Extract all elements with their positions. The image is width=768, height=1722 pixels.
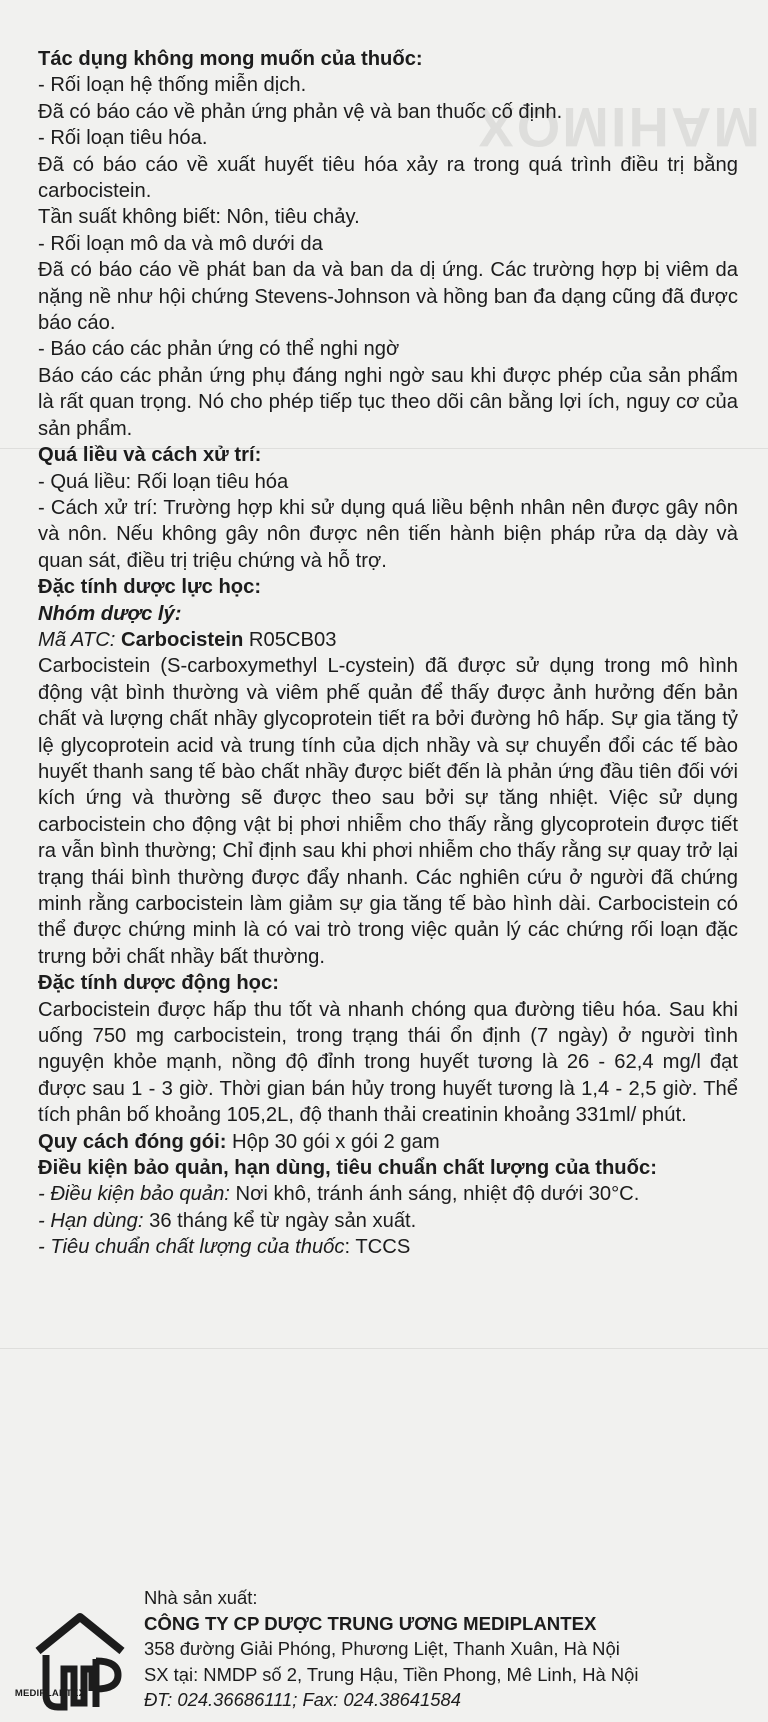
atc-code: R05CB03	[243, 628, 337, 651]
side-effects-line: Đã có báo cáo về phát ban da và ban da dị ứng. Các trường hợp bị viêm da nặng nề như hội chứng Stevens-Johnson và hồng ban đa dạng cũng đã được báo cáo.	[38, 259, 738, 335]
side-effects-line: - Báo cáo các phản ứng có thể nghi ngờ	[38, 338, 400, 361]
leaflet-document	[38, 46, 738, 1261]
storage-heading: Điều kiện bảo quản, hạn dùng, tiêu chuẩn chất lượng của thuốc:	[38, 1157, 657, 1180]
side-effects-heading: Tác dụng không mong muốn của thuốc:	[38, 48, 423, 70]
packaging-value: Hộp 30 gói x gói 2 gam	[226, 1130, 440, 1153]
quality-standard-line	[38, 1234, 738, 1260]
side-effects-line: Đã có báo cáo về phản ứng phản vệ và ban thuốc cố định.	[38, 100, 563, 123]
logo-caption: MEDIPLANTEX	[14, 1688, 86, 1699]
side-effects-line: - Rối loạn tiêu hóa.	[38, 127, 208, 150]
side-effects-line: Tần suất không biết: Nôn, tiêu chảy.	[38, 206, 360, 229]
pharmacokinetics-heading: Đặc tính dược động học:	[38, 972, 279, 995]
pharmacodynamics-body: Carbocistein (S-carboxymethyl L-cystein) đã được sử dụng trong mô hình động vật bình thường và viêm phế quản để thấy được ảnh hưởng đến bản chất và lượng chất nhầy glycoprotein tiết ra bởi đường hô hấp. Sự gia tăng tỷ lệ glycoprotein acid và trung tính của dịch nhầy và sự chuyển đổi các tế bào huyết thanh sang tế bào chất nhầy được biết đến là phản ứng đầu tiên đối với kích ứng và thường sẽ được theo sau bởi sự tăng nhiệt. Việc sử dụng carbocistein cho động vật bị phơi nhiễm cho thấy rằng glycoprotein được tiết ra vẫn bình thường; Chỉ định sau khi phơi nhiễm cho thấy rằng sự quay trở lại trạng thái bình thường được đẩy nhanh. Các nghiên cứu ở người đã chứng minh rằng carbocistein làm giảm sự gia tăng tế bào hình dài. Carbocistein có thể được chứng minh là có vai trò trong việc quản lý các chứng rối loạn đặc trưng bởi chất nhầy bất thường.	[38, 655, 738, 968]
manufacturer-contact: ĐT: 024.36686111; Fax: 024.38641584	[144, 1689, 461, 1710]
manufacturer-footer	[34, 1585, 734, 1715]
manufacturer-factory: SX tại: NMDP số 2, Trung Hậu, Tiền Phong, Mê Linh, Hà Nội	[144, 1663, 639, 1685]
quality-standard-label: - Tiêu chuẩn chất lượng của thuốc	[38, 1236, 345, 1259]
shelf-life-line	[38, 1208, 738, 1234]
shelf-life-value: 36 tháng kể từ ngày sản xuất.	[143, 1209, 417, 1232]
packaging-line	[38, 1129, 738, 1155]
overdose-line: - Quá liều: Rối loạn tiêu hóa	[38, 470, 289, 493]
overdose-heading: Quá liều và cách xử trí:	[38, 444, 262, 467]
manufacturer-company: CÔNG TY CP DƯỢC TRUNG ƯƠNG MEDIPLANTEX	[144, 1612, 597, 1634]
side-effects-line: Báo cáo các phản ứng phụ đáng nghi ngờ sau khi được phép của sản phẩm là rất quan trọng. Nó cho phép tiếp tục theo dõi cân bằng lợi ích, nguy cơ của sản phẩm.	[38, 364, 738, 440]
atc-name: Carbocistein	[121, 628, 244, 651]
shelf-life-label: - Hạn dùng:	[38, 1209, 144, 1232]
atc-label: Mã ATC:	[38, 628, 121, 651]
quality-standard-value: : TCCS	[344, 1236, 411, 1259]
storage-line	[38, 1181, 738, 1207]
pharmacological-group-heading: Nhóm dược lý:	[38, 602, 182, 625]
side-effects-line: Đã có báo cáo về xuất huyết tiêu hóa xảy ra trong quá trình điều trị bằng carbocistein.	[38, 153, 738, 203]
side-effects-line: - Rối loạn hệ thống miễn dịch.	[38, 74, 307, 97]
manufacturer-label: Nhà sản xuất:	[144, 1587, 258, 1608]
manufacturer-info	[144, 1585, 744, 1713]
storage-value: Nơi khô, tránh ánh sáng, nhiệt độ dưới 30°C.	[229, 1183, 640, 1206]
pharmacokinetics-body: Carbocistein được hấp thu tốt và nhanh chóng qua đường tiêu hóa. Sau khi uống 750 mg carbocistein, trong trạng thái ổn định (7 ngày) ở người tình nguyện khỏe mạnh, nồng độ đỉnh trong huyết tương là 26 - 62,4 mg/l đạt được sau 1 - 3 giờ. Thời gian bán hủy trong huyết tương là 1,4 - 2,5 giờ. Thể tích phân bố khoảng 105,2L, độ thanh thải creatinin khoảng 331ml/ phút.	[38, 998, 738, 1127]
manufacturer-address: 358 đường Giải Phóng, Phương Liệt, Thanh Xuân, Hà Nội	[144, 1638, 620, 1659]
pharmacodynamics-heading: Đặc tính dược lực học:	[38, 576, 262, 599]
background-ghost-text: MAHIMOX	[475, 96, 760, 159]
overdose-line: - Cách xử trí: Trường hợp khi sử dụng quá liều bệnh nhân nên được gây nôn và nôn. Nếu không gây nôn được nên tiến hành biện pháp rửa dạ dày và quan sát, điều trị triệu chứng và hỗ trợ.	[38, 496, 738, 572]
packaging-label: Quy cách đóng gói:	[38, 1130, 227, 1153]
storage-label: - Điều kiện bảo quản:	[38, 1183, 230, 1206]
fold-line	[0, 1348, 768, 1349]
atc-code-line	[38, 627, 738, 653]
side-effects-line: - Rối loạn mô da và mô dưới da	[38, 232, 323, 255]
